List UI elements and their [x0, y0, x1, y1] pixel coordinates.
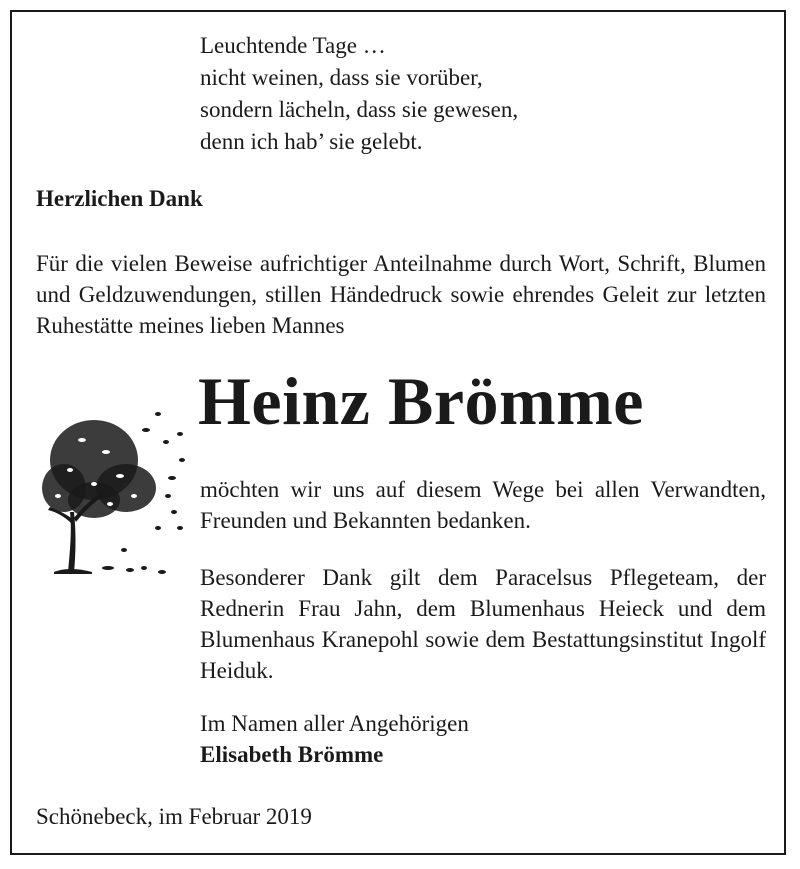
- intro-paragraph: Für die vielen Beweise aufrichtiger Anteilnahme durch Wort, Schrift, Blumen und Geldzuwendungen, stillen Händedruck sowie ehrendes Geleit zur letzten Ruhestätte meines lieben Mannes: [36, 251, 766, 338]
- poem-line: sondern lächeln, dass sie gewesen,: [200, 97, 519, 122]
- signature-block: [200, 708, 469, 770]
- special-thanks-paragraph: Besonderer Dank gilt dem Paracelsus Pflegeteam, der Rednerin Frau Jahn, dem Blumenhaus Heieck und dem Blumenhaus Kranepohl sowie dem Bestattungsinstitut Ingolf Heiduk.: [200, 565, 766, 683]
- place-date: Schönebeck, im Februar 2019: [36, 804, 312, 829]
- poem-line: nicht weinen, dass sie vorüber,: [200, 65, 483, 90]
- poem: [200, 30, 518, 158]
- deceased-name: Heinz Brömme: [198, 363, 644, 439]
- thanks-paragraph: möchten wir uns auf diesem Wege bei allen Verwandten, Freunden und Bekannten bedanken.: [200, 477, 766, 533]
- poem-line: Leuchtende Tage …: [200, 33, 386, 58]
- signer-name: Elisabeth Brömme: [200, 742, 384, 767]
- poem-line: denn ich hab’ sie gelebt.: [200, 129, 423, 154]
- thanks-heading: Herzlichen Dank: [36, 186, 203, 211]
- tree-with-falling-leaves-icon: [34, 400, 194, 580]
- signature-line: Im Namen aller Angehörigen: [200, 711, 469, 736]
